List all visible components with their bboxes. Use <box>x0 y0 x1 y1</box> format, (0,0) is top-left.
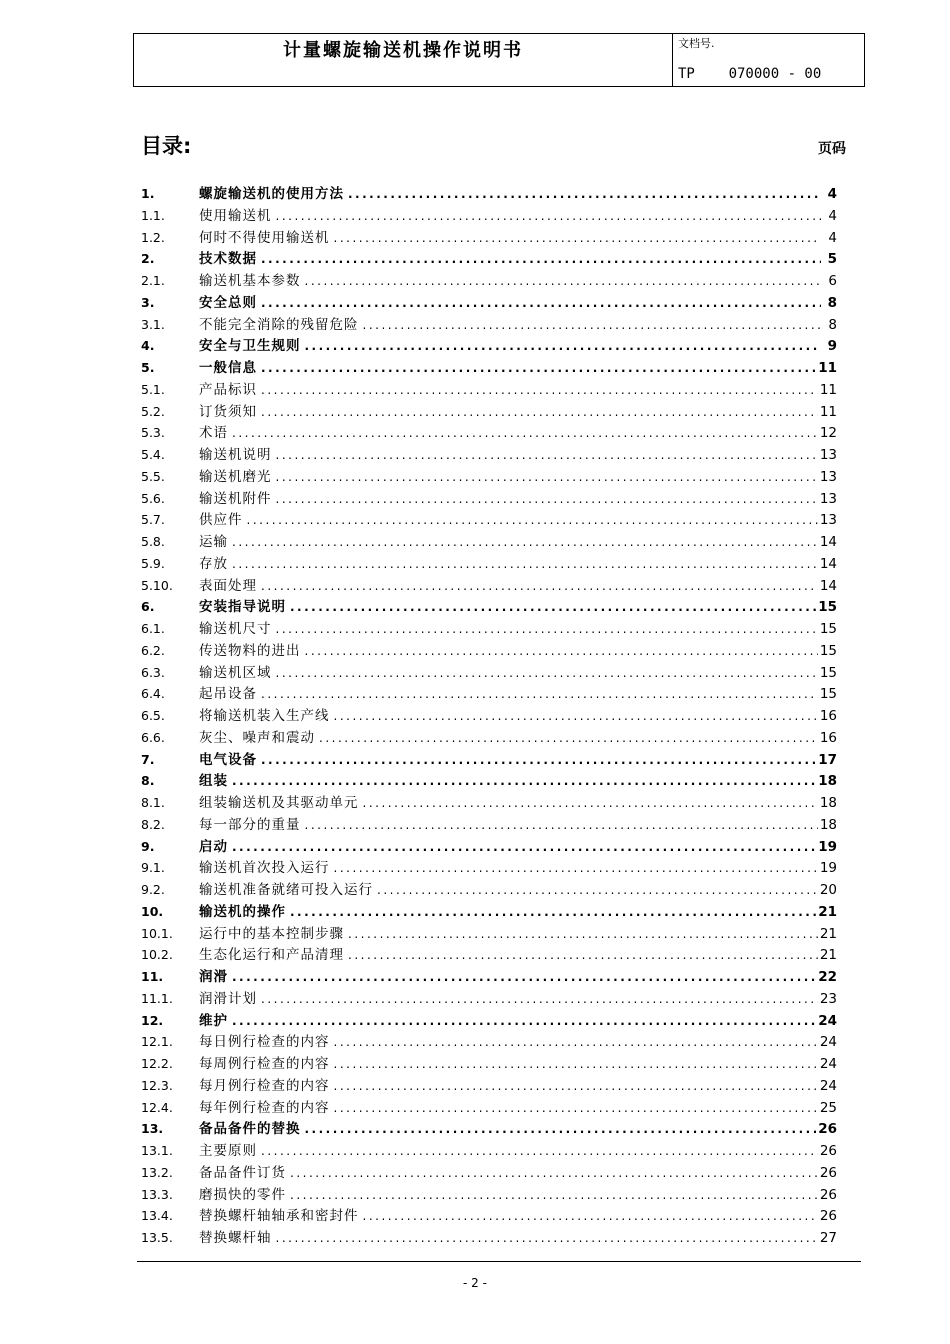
toc-entry-title: 备品备件的替换 <box>199 1121 301 1138</box>
page-column-label: 页码 <box>818 141 846 157</box>
toc-entry-title: 何时不得使用输送机 <box>199 229 330 246</box>
toc-entry-number: 10. <box>141 903 164 919</box>
toc-entry[interactable] <box>141 205 837 227</box>
toc-entry[interactable] <box>141 357 837 379</box>
toc-entry-title: 输送机首次投入运行 <box>199 860 330 877</box>
toc-entry-number: 12.1. <box>141 1034 173 1050</box>
toc-entry[interactable] <box>141 879 837 901</box>
toc-entry-title: 替换螺杆轴 <box>199 1230 272 1246</box>
toc-entry[interactable] <box>141 662 837 684</box>
toc-entry-title: 输送机区域 <box>199 664 272 681</box>
toc-dot-leader <box>334 1054 818 1076</box>
toc-entry[interactable] <box>141 1205 837 1227</box>
toc-entry-title: 供应件 <box>199 512 243 529</box>
toc-entry-title: 产品标识 <box>199 381 257 398</box>
toc-entry-number: 5.4. <box>141 447 165 462</box>
toc-entry[interactable] <box>141 1031 837 1053</box>
toc-dot-leader <box>334 858 818 880</box>
document-header <box>133 33 865 87</box>
toc-entry-page: 21 <box>819 947 837 964</box>
toc-entry[interactable] <box>141 183 837 205</box>
toc-entry[interactable] <box>141 705 837 727</box>
toc-entry-number: 6.5. <box>141 708 165 723</box>
toc-entry-title: 润滑计划 <box>199 990 257 1007</box>
toc-entry-number: 13.5. <box>141 1230 173 1245</box>
toc-entry[interactable] <box>141 466 837 488</box>
toc-entry-number: 9.1. <box>141 860 165 876</box>
toc-entry-page: 19 <box>819 860 837 877</box>
toc-entry-title: 输送机的操作 <box>199 903 286 920</box>
toc-entry-title: 每一部分的重量 <box>199 816 301 833</box>
toc-dot-leader <box>232 837 816 859</box>
toc-dot-leader <box>261 293 821 315</box>
toc-dot-leader <box>276 206 822 228</box>
toc-entry-page: 13 <box>819 447 837 463</box>
toc-entry[interactable] <box>141 1140 837 1162</box>
toc-entry-page: 24 <box>819 1056 837 1072</box>
toc-entry-page: 8 <box>827 294 837 311</box>
toc-entry[interactable] <box>141 1162 837 1184</box>
toc-entry-number: 5.6. <box>141 490 165 506</box>
toc-entry-title: 磨损快的零件 <box>199 1186 286 1203</box>
toc-entry-page: 17 <box>818 751 837 768</box>
toc-entry[interactable] <box>141 1075 837 1097</box>
toc-entry-page: 21 <box>818 903 837 920</box>
toc-entry-number: 5.10. <box>141 577 173 593</box>
toc-entry[interactable] <box>141 248 837 270</box>
toc-entry-page: 23 <box>819 990 837 1007</box>
toc-entry-number: 11. <box>141 969 164 984</box>
toc-entry-title: 组装 <box>199 773 228 790</box>
toc-entry-number: 5.2. <box>141 403 165 419</box>
toc-entry[interactable] <box>141 292 837 314</box>
toc-entry-page: 5 <box>827 251 837 268</box>
toc-entry[interactable] <box>141 553 837 575</box>
toc-entry-page: 8 <box>828 316 837 333</box>
toc-entry-number: 11.1. <box>141 990 173 1006</box>
toc-entry[interactable] <box>141 836 837 858</box>
toc-entry-page: 18 <box>819 816 837 833</box>
toc-entry[interactable] <box>141 923 837 945</box>
toc-entry[interactable] <box>141 857 837 879</box>
toc-entry-page: 21 <box>819 925 837 942</box>
header-divider <box>672 34 673 86</box>
toc-entry-title: 安全与卫生规则 <box>199 338 301 355</box>
toc-dot-leader <box>348 945 818 967</box>
toc-entry-page: 4 <box>828 207 837 224</box>
toc-entry-title: 生态化运行和产品清理 <box>199 947 344 964</box>
toc-entry-title: 将输送机装入生产线 <box>199 708 330 724</box>
toc-entry-title: 每周例行检查的内容 <box>199 1056 330 1072</box>
toc-entry[interactable] <box>141 596 837 618</box>
toc-entry-number: 13.1. <box>141 1143 173 1158</box>
toc-entry-page: 24 <box>819 1034 837 1051</box>
table-of-contents <box>141 183 837 1249</box>
toc-dot-leader <box>305 271 822 293</box>
toc-entry-number: 13.3. <box>141 1186 173 1202</box>
toc-entry-title: 每月例行检查的内容 <box>199 1077 330 1094</box>
toc-dot-leader <box>290 1163 818 1185</box>
toc-entry-number: 6. <box>141 599 155 615</box>
toc-entry-title: 技术数据 <box>199 251 257 268</box>
toc-dot-leader <box>232 554 818 576</box>
toc-dot-leader <box>334 1076 818 1098</box>
toc-dot-leader <box>363 315 822 337</box>
toc-entry-title: 一般信息 <box>199 360 257 376</box>
toc-dot-leader <box>261 989 818 1011</box>
toc-entry-page: 16 <box>819 729 837 746</box>
toc-dot-leader <box>232 967 816 989</box>
toc-entry-number: 6.3. <box>141 664 165 680</box>
toc-entry-title: 输送机磨光 <box>199 468 272 485</box>
toc-entry-title: 安装指导说明 <box>199 599 286 616</box>
toc-entry[interactable] <box>141 227 837 249</box>
toc-entry-page: 13 <box>819 512 837 529</box>
toc-entry-title: 维护 <box>199 1012 228 1029</box>
toc-entry-title: 每日例行检查的内容 <box>199 1034 330 1051</box>
toc-entry-title: 运行中的基本控制步骤 <box>199 925 344 942</box>
toc-dot-leader <box>305 336 822 358</box>
toc-entry-title: 输送机附件 <box>199 490 272 507</box>
toc-entry-title: 订货须知 <box>199 403 257 420</box>
toc-entry[interactable] <box>141 575 837 597</box>
toc-entry-number: 6.6. <box>141 729 165 745</box>
toc-entry-title: 输送机尺寸 <box>199 621 272 637</box>
toc-dot-leader <box>348 924 818 946</box>
toc-entry-title: 灰尘、噪声和震动 <box>199 729 315 746</box>
toc-entry-title: 启动 <box>199 838 228 855</box>
toc-entry[interactable] <box>141 683 837 705</box>
toc-entry-number: 6.2. <box>141 642 165 658</box>
toc-entry[interactable] <box>141 270 837 292</box>
toc-entry-page: 16 <box>819 708 837 724</box>
toc-dot-leader <box>363 793 818 815</box>
toc-entry-page: 24 <box>819 1077 837 1094</box>
toc-entry-title: 组装输送机及其驱动单元 <box>199 795 359 811</box>
toc-dot-leader <box>247 510 818 532</box>
toc-entry[interactable] <box>141 1184 837 1206</box>
toc-entry[interactable] <box>141 966 837 988</box>
toc-entry-page: 11 <box>818 360 837 376</box>
toc-entry-title: 安全总则 <box>199 294 257 311</box>
toc-entry-page: 12 <box>819 425 837 442</box>
toc-entry-title: 起吊设备 <box>199 686 257 703</box>
toc-entry[interactable] <box>141 444 837 466</box>
toc-dot-leader <box>305 1119 817 1141</box>
toc-entry-page: 15 <box>818 599 837 616</box>
toc-entry-number: 1.1. <box>141 207 165 223</box>
toc-entry-page: 18 <box>819 795 837 811</box>
toc-entry[interactable] <box>141 1118 837 1140</box>
toc-dot-leader <box>305 815 818 837</box>
toc-entry-number: 8.2. <box>141 816 165 832</box>
toc-heading: 目录: <box>141 134 192 158</box>
toc-entry[interactable] <box>141 727 837 749</box>
toc-entry[interactable] <box>141 1010 837 1032</box>
toc-dot-leader <box>232 771 816 793</box>
document-title: 计量螺旋输送机操作说明书 <box>283 40 523 61</box>
toc-dot-leader <box>305 641 818 663</box>
toc-entry[interactable] <box>141 401 837 423</box>
toc-dot-leader <box>319 728 818 750</box>
toc-entry-number: 5.9. <box>141 555 165 571</box>
toc-dot-leader <box>334 1098 818 1120</box>
toc-entry-number: 12.4. <box>141 1099 173 1115</box>
toc-entry[interactable] <box>141 792 837 814</box>
toc-entry-number: 6.1. <box>141 621 165 636</box>
toc-dot-leader <box>261 750 816 772</box>
toc-dot-leader <box>276 663 818 685</box>
toc-entry-page: 20 <box>819 882 837 898</box>
toc-dot-leader <box>334 1032 818 1054</box>
page-number: - 2 - <box>463 1276 487 1290</box>
toc-entry-title: 输送机准备就绪可投入运行 <box>199 882 373 898</box>
toc-entry-number: 2.1. <box>141 273 165 288</box>
toc-entry-title: 润滑 <box>199 969 228 985</box>
footer-rule <box>137 1261 861 1262</box>
toc-entry-title: 运输 <box>199 534 228 550</box>
toc-entry[interactable] <box>141 488 837 510</box>
toc-entry-page: 13 <box>819 468 837 485</box>
toc-entry[interactable] <box>141 509 837 531</box>
toc-dot-leader <box>261 380 818 402</box>
toc-entry-page: 22 <box>818 969 837 985</box>
toc-entry-page: 4 <box>827 186 837 202</box>
toc-entry-number: 12.3. <box>141 1077 173 1093</box>
doc-number-value: TP 070000 - 00 <box>678 66 822 82</box>
toc-dot-leader <box>276 1228 818 1250</box>
toc-entry-title: 备品备件订货 <box>199 1164 286 1181</box>
toc-entry-number: 5.8. <box>141 534 165 549</box>
toc-entry-number: 5.5. <box>141 468 165 484</box>
toc-entry[interactable] <box>141 749 837 771</box>
toc-dot-leader <box>334 706 818 728</box>
toc-dot-leader <box>261 249 821 271</box>
toc-dot-leader <box>261 684 818 706</box>
toc-entry-number: 10.1. <box>141 925 173 941</box>
toc-entry-page: 14 <box>819 555 837 572</box>
toc-entry[interactable] <box>141 944 837 966</box>
toc-dot-leader <box>377 880 818 902</box>
toc-entry[interactable] <box>141 640 837 662</box>
toc-entry-page: 15 <box>819 642 837 659</box>
toc-entry-page: 24 <box>818 1012 837 1029</box>
toc-entry-number: 3.1. <box>141 316 165 332</box>
toc-entry-page: 19 <box>818 838 837 855</box>
toc-entry-title: 传送物料的进出 <box>199 642 301 659</box>
toc-dot-leader <box>276 489 818 511</box>
toc-entry-number: 2. <box>141 251 155 267</box>
toc-entry-number: 13. <box>141 1121 164 1137</box>
toc-entry-number: 12.2. <box>141 1056 173 1071</box>
toc-entry-title: 输送机基本参数 <box>199 273 301 289</box>
toc-entry-title: 不能完全消除的残留危险 <box>199 316 359 333</box>
toc-dot-leader <box>290 597 816 619</box>
toc-entry-page: 15 <box>819 621 837 637</box>
toc-entry-number: 10.2. <box>141 947 173 963</box>
toc-entry-page: 11 <box>819 381 837 398</box>
toc-entry-title: 替换螺杆轴轴承和密封件 <box>199 1208 359 1225</box>
toc-entry-page: 14 <box>819 534 837 550</box>
toc-entry-number: 5.3. <box>141 425 165 441</box>
toc-dot-leader <box>261 358 816 380</box>
toc-entry[interactable] <box>141 901 837 923</box>
toc-entry-number: 4. <box>141 338 155 354</box>
toc-entry-page: 18 <box>818 773 837 790</box>
toc-entry-page: 4 <box>828 229 837 246</box>
toc-entry-page: 26 <box>819 1164 837 1181</box>
toc-entry[interactable] <box>141 1053 837 1075</box>
toc-entry-number: 1.2. <box>141 229 165 245</box>
toc-entry-page: 9 <box>827 338 837 355</box>
toc-entry-title: 主要原则 <box>199 1143 257 1159</box>
toc-entry-number: 13.4. <box>141 1208 173 1224</box>
toc-entry-page: 13 <box>819 490 837 507</box>
toc-entry-page: 25 <box>819 1099 837 1116</box>
toc-entry[interactable] <box>141 531 837 553</box>
toc-entry-title: 表面处理 <box>199 577 257 594</box>
toc-entry-title: 存放 <box>199 555 228 572</box>
toc-dot-leader <box>232 1011 816 1033</box>
toc-entry-title: 每年例行检查的内容 <box>199 1099 330 1116</box>
toc-entry-page: 15 <box>819 686 837 703</box>
toc-entry-page: 26 <box>819 1186 837 1203</box>
toc-entry[interactable] <box>141 314 837 336</box>
toc-dot-leader <box>363 1206 818 1228</box>
toc-dot-leader <box>276 445 818 467</box>
toc-dot-leader <box>290 1185 818 1207</box>
toc-dot-leader <box>276 467 818 489</box>
toc-entry-page: 14 <box>819 577 837 594</box>
toc-entry[interactable] <box>141 335 837 357</box>
toc-entry-page: 27 <box>819 1230 837 1246</box>
toc-dot-leader <box>261 1141 818 1163</box>
toc-entry-title: 电气设备 <box>199 751 257 768</box>
toc-entry[interactable] <box>141 814 837 836</box>
toc-entry-number: 1. <box>141 186 155 201</box>
toc-dot-leader <box>232 423 818 445</box>
doc-number-label: 文档号. <box>678 37 715 50</box>
toc-entry-title: 螺旋输送机的使用方法 <box>199 186 344 202</box>
toc-entry-number: 9.2. <box>141 882 165 897</box>
toc-dot-leader <box>232 532 818 554</box>
toc-entry-number: 9. <box>141 838 155 854</box>
toc-entry[interactable] <box>141 770 837 792</box>
toc-entry-number: 5. <box>141 360 155 375</box>
toc-entry-number: 5.7. <box>141 512 165 528</box>
toc-dot-leader <box>261 402 818 424</box>
toc-entry-title: 使用输送机 <box>199 207 272 224</box>
toc-dot-leader <box>261 576 818 598</box>
toc-dot-leader <box>276 619 818 641</box>
toc-entry-page: 26 <box>818 1121 837 1138</box>
toc-entry-page: 15 <box>819 664 837 681</box>
toc-entry-title: 术语 <box>199 425 228 442</box>
toc-entry-page: 6 <box>828 273 837 289</box>
toc-entry[interactable] <box>141 1097 837 1119</box>
toc-entry-number: 5.1. <box>141 381 165 397</box>
toc-entry[interactable] <box>141 618 837 640</box>
toc-entry-page: 26 <box>819 1208 837 1225</box>
toc-entry-page: 26 <box>819 1143 837 1159</box>
toc-entry[interactable] <box>141 422 837 444</box>
toc-dot-leader <box>290 902 816 924</box>
toc-entry-number: 6.4. <box>141 686 165 702</box>
toc-entry-number: 12. <box>141 1012 164 1028</box>
toc-entry-number: 8.1. <box>141 795 165 810</box>
toc-entry-number: 13.2. <box>141 1164 173 1180</box>
toc-entry-number: 8. <box>141 773 155 789</box>
toc-entry-page: 11 <box>819 403 837 420</box>
toc-entry-number: 3. <box>141 294 155 310</box>
toc-entry-title: 输送机说明 <box>199 447 272 463</box>
toc-entry[interactable] <box>141 1227 837 1249</box>
toc-entry[interactable] <box>141 379 837 401</box>
toc-dot-leader <box>334 228 822 250</box>
toc-entry-number: 7. <box>141 751 155 767</box>
toc-dot-leader <box>348 184 821 206</box>
toc-entry[interactable] <box>141 988 837 1010</box>
